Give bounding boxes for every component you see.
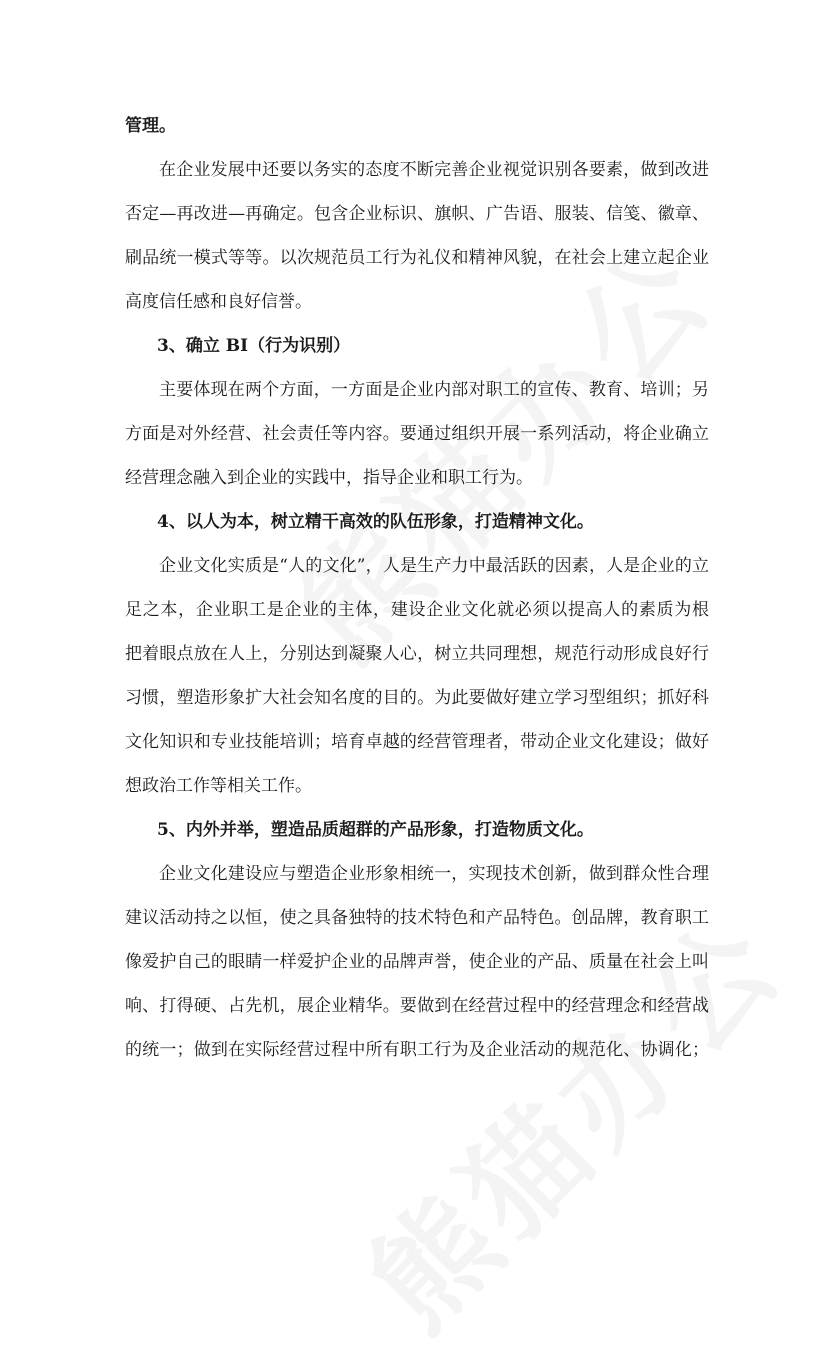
paragraph-line: 足之本，企业职工是企业的主体，建设企业文化就必须以提高人的素质为根 (125, 600, 709, 620)
document-body (125, 104, 709, 1072)
paragraph-line: 的统一；做到在实际经营过程中所有职工行为及企业活动的规范化、协调化； (125, 1040, 709, 1060)
paragraph-line: 主要体现在两个方面，一方面是企业内部对职工的宣传、教育、培训；另 (159, 380, 709, 400)
paragraph-line: 管理。 (125, 116, 176, 136)
section-heading: 3、确立 BI（行为识别） (157, 336, 351, 356)
paragraph-line: 高度信任感和良好信誉。 (125, 292, 312, 312)
paragraph-line: 想政治工作等相关工作。 (125, 776, 312, 796)
paragraph-line: 经营理念融入到企业的实践中，指导企业和职工行为。 (125, 468, 533, 488)
paragraph-line: 在企业发展中还要以务实的态度不断完善企业视觉识别各要素，做到改进 (159, 160, 709, 180)
section-heading: 5、内外并举，塑造品质超群的产品形象，打造物质文化。 (157, 820, 594, 840)
paragraph-line: 建议活动持之以恒，使之具备独特的技术特色和产品特色。创品牌，教育职工 (125, 908, 709, 928)
paragraph-line: 像爱护自己的眼睛一样爱护企业的品牌声誉，使企业的产品、质量在社会上叫 (125, 952, 709, 972)
section-heading: 4、以人为本，树立精干高效的队伍形象，打造精神文化。 (157, 512, 594, 532)
paragraph-line: 否定—再改进—再确定。包含企业标识、旗帜、广告语、服装、信笺、徽章、 (125, 204, 709, 224)
paragraph-line: 把着眼点放在人上，分别达到凝聚人心，树立共同理想，规范行动形成良好行 (125, 644, 709, 664)
paragraph-line: 企业文化实质是“人的文化”，人是生产力中最活跃的因素，人是企业的立 (159, 556, 709, 576)
paragraph-line: 企业文化建设应与塑造企业形象相统一，实现技术创新，做到群众性合理 (159, 864, 709, 884)
paragraph-line: 文化知识和专业技能培训；培育卓越的经营管理者，带动企业文化建设；做好 (125, 732, 709, 752)
paragraph-line: 响、打得硬、占先机，展企业精华。要做到在经营过程中的经营理念和经营战 (125, 996, 709, 1016)
paragraph-line: 方面是对外经营、社会责任等内容。要通过组织开展一系列活动，将企业确立 (125, 424, 709, 444)
paragraph-line: 刷品统一模式等等。以次规范员工行为礼仪和精神风貌，在社会上建立起企业 (125, 248, 709, 268)
paragraph-line: 习惯，塑造形象扩大社会知名度的目的。为此要做好建立学习型组织；抓好科 (125, 688, 709, 708)
